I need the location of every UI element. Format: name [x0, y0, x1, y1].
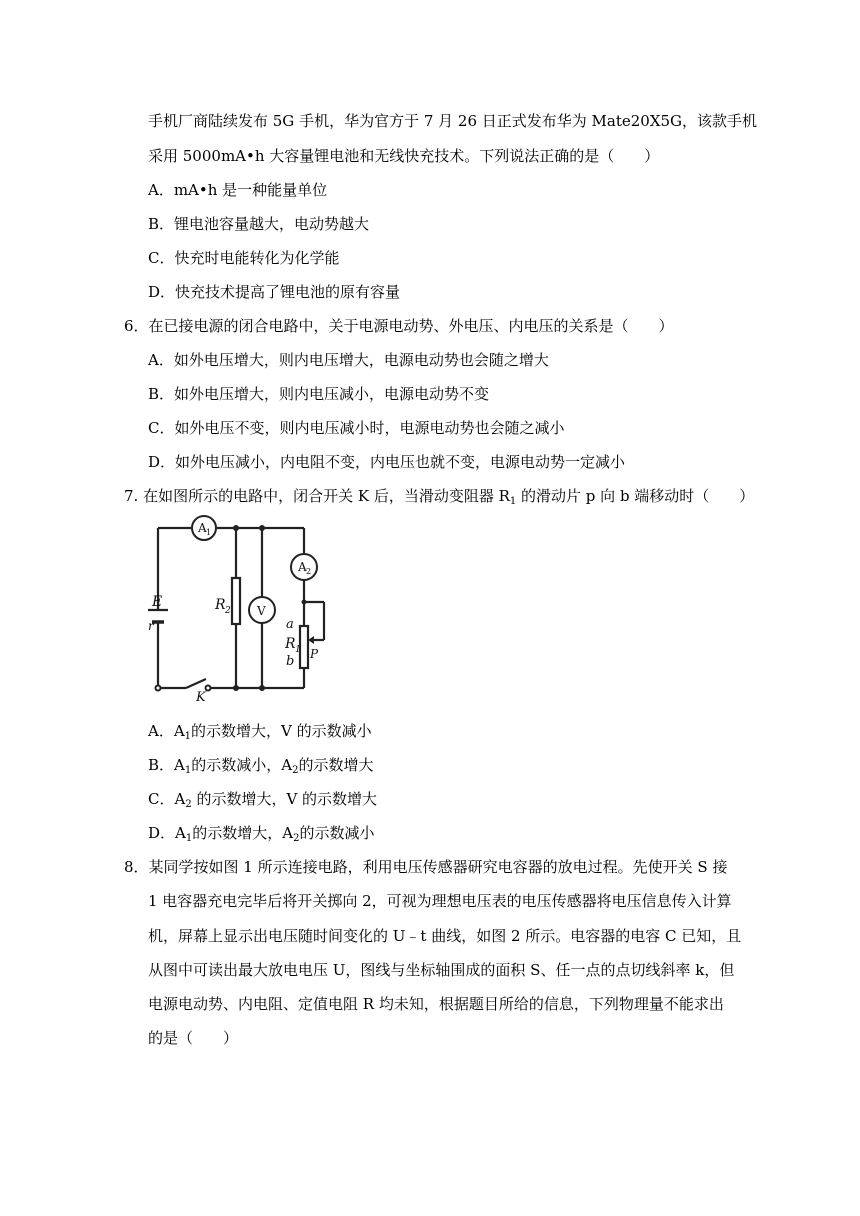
q7-stem-sub: 1: [509, 496, 517, 507]
q7-d-text-2: 的示数增大，A: [192, 824, 294, 842]
q8-stem-line-6: 的是（ ）: [148, 1029, 239, 1047]
q7-a-text-2: 的示数增大，V 的示数减小: [191, 722, 372, 740]
q7-c-sub-1: 2: [185, 799, 192, 810]
r1-label: R: [285, 636, 296, 652]
q7-b-text-3: 的示数增大: [298, 756, 374, 774]
q8-stem-line-2: 1 电容器充电完毕后将开关掷向 2，可视为理想电压表的电压传感器将电压信息传入计算: [148, 892, 732, 910]
q7-d-text-3: 的示数减小: [299, 824, 375, 842]
q7-b-sub-2: 2: [292, 765, 299, 776]
internal-r-label: r: [148, 619, 154, 633]
r2-label-sub: 2: [225, 606, 231, 616]
q7-stem: [124, 486, 754, 506]
q5-option-c: C．快充时电能转化为化学能: [148, 249, 340, 267]
switch-k-label: K: [196, 690, 206, 705]
a1-label: A: [198, 521, 207, 535]
slider-p-label: P: [310, 647, 319, 661]
circuit-diagram: [146, 516, 336, 705]
q7-d-sub-1: 1: [185, 833, 193, 844]
a2-label: A: [298, 560, 307, 574]
q7-b-text-1: B．A: [148, 756, 185, 774]
q6-option-c: C．如外电压不变，则内电压减小时，电源电动势也会随之减小: [148, 419, 565, 437]
r2-label: R: [215, 597, 226, 613]
q7-d-sub-2: 2: [293, 833, 300, 844]
q6-option-b: B．如外电压增大，则内电压减小，电源电动势不变: [148, 385, 490, 403]
q7-option-d: [148, 823, 374, 843]
q8-stem-line-5: 电源电动势、内电阻、定值电阻 R 均未知，根据题目所给的信息，下列物理量不能求出: [148, 995, 724, 1013]
q7-d-text-1: D．A: [148, 824, 186, 842]
q8-stem-line-4: 从图中可读出最大放电电压 U，图线与坐标轴围成的面积 S、任一点的点切线斜率 k，但: [148, 961, 735, 979]
a1-label-sub: 1: [206, 528, 212, 537]
q5-stem-line-2: 采用 5000mA•h 大容量锂电池和无线快充技术。下列说法正确的是（ ）: [148, 147, 660, 165]
q6-stem: 6．在已接电源的闭合电路中，关于电源电动势、外电压、内电压的关系是（ ）: [124, 317, 674, 335]
q8-stem-line-1: 8．某同学按如图 1 所示连接电路，利用电压传感器研究电容器的放电过程。先使开关 S 接: [124, 858, 728, 876]
q5-option-b: B．锂电池容量越大，电动势越大: [148, 215, 370, 233]
q5-option-d: D．快充技术提高了锂电池的原有容量: [148, 283, 401, 301]
q7-c-text-1: C．A: [148, 790, 186, 808]
q7-a-sub-1: 1: [184, 731, 192, 742]
q5-option-a: A．mA•h 是一种能量单位: [148, 181, 328, 199]
q7-c-text-2: 的示数增大，V 的示数增大: [191, 790, 378, 808]
v-label: V: [257, 604, 266, 618]
q7-stem-part-1: 7. 在如图所示的电路中，闭合开关 K 后，当滑动变阻器 R: [124, 487, 510, 505]
q5-stem-line-1: 手机厂商陆续发布 5G 手机，华为官方于 7 月 26 日正式发布华为 Mate20X5G，该款手机: [148, 112, 758, 130]
q6-option-a: A．如外电压增大，则内电压增大，电源电动势也会随之增大: [148, 351, 549, 369]
emf-label: E: [152, 594, 163, 610]
a2-label-sub: 2: [306, 567, 312, 576]
q6-option-d: D．如外电压减小，内电阻不变，内电压也就不变，电源电动势一定减小: [148, 453, 626, 471]
q7-stem-part-2: 的滑动片 p 向 b 端移动时（ ）: [516, 487, 755, 505]
a-terminal-label: a: [286, 617, 294, 632]
r1-label-sub: 1: [295, 645, 301, 655]
q7-b-text-2: 的示数减小，A: [191, 756, 293, 774]
q7-a-text-1: A．A: [148, 722, 185, 740]
q7-b-sub-1: 1: [184, 765, 192, 776]
q8-stem-line-3: 机，屏幕上显示出电压随时间变化的 U﹣t 曲线，如图 2 所示。电容器的电容 C 已知，且: [148, 927, 742, 945]
q7-option-a: [148, 721, 372, 741]
q7-option-c: [148, 789, 377, 809]
q7-option-b: [148, 755, 373, 775]
b-terminal-label: b: [286, 654, 295, 669]
